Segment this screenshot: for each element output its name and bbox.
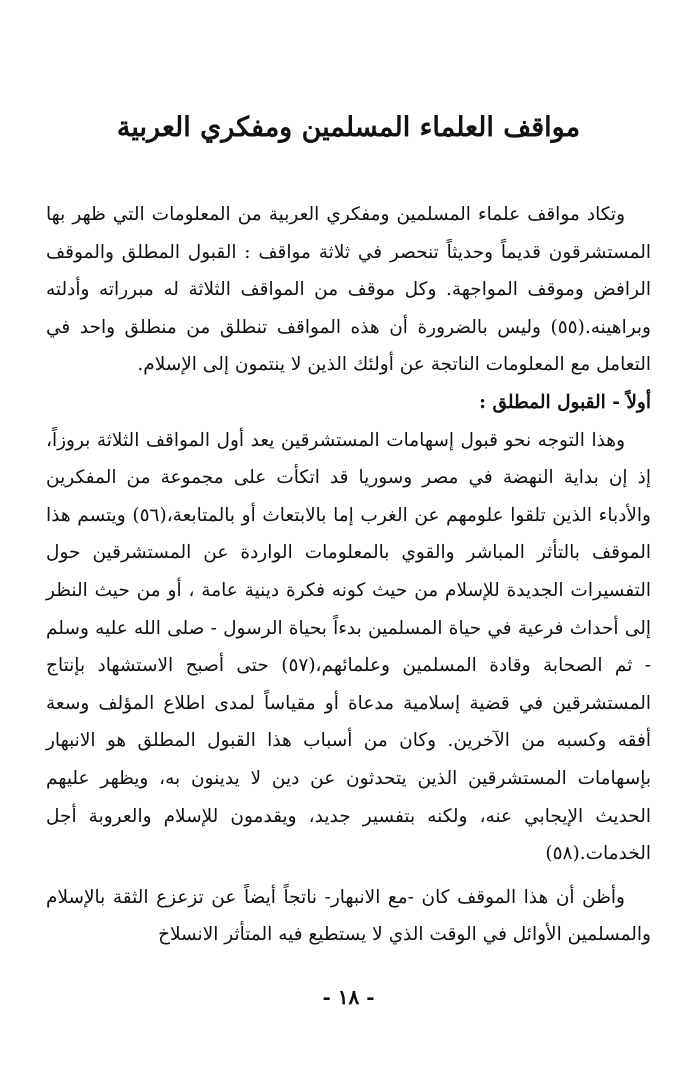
section-heading-title: أولاً - القبول المطلق: [492, 391, 651, 413]
section-heading-colon: :: [479, 391, 493, 413]
paragraph-continuation: وأظن أن هذا الموقف كان -مع الانبهار- ناتجاً أيضاً عن تزعزع الثقة بالإسلام والمسلمين الأوائل في الوقت الذي لا يستطيع فيه المتأثر الانسلاخ: [46, 886, 651, 946]
page-title: مواقف العلماء المسلمين ومفكري العربية: [116, 112, 581, 143]
paragraph-absolute-acceptance: وهذا التوجه نحو قبول إسهامات المستشرقين يعد أول المواقف الثلاثة بروزاً، إذ إن بداية النهضة في مصر وسوريا قد اتكأت على مجموعة من المفكرين والأدباء الذين تلقوا علومهم عن الغرب إما بالابتعاث أو بالمتابعة،(٥٦) ويتسم هذا الموقف بالتأثر المباشر والقوي بالمعلومات الواردة عن المستشرقين حول التفسيرات الجديدة للإسلام من حيث كونه فكرة دينية عامة ، أو من حيث النظر إلى أحداث فرعية في حياة المسلمين بدءاً بحياة الرسول - صلى الله عليه وسلم - ثم الصحابة وقادة المسلمين وعلمائهم،(٥٧) حتى أصبح الاستشهاد بإنتاج المستشرقين في قضية إسلامية مدعاة أو مقياساً لمدى اطلاع المؤلف وسعة أفقه وكسبه من الآخرين. وكان من أسباب هذا القبول المطلق هو الانبهار بإسهامات المستشرقين الذين يتحدثون عن دين لا يدينون به، ويظهر عليهم الحديث الإيجابي عنه، ولكنه بتفسير جديد، ويقدمون للإسلام والعروبة أجل الخدمات.(٥٨): [46, 429, 652, 865]
paragraph-intro: وتكاد مواقف علماء المسلمين ومفكري العربية من المعلومات التي ظهر بها المستشرقون قديماً وحديثاً تنحصر في ثلاثة مواقف : القبول المطلق والموقف الرافض وموقف المواجهة. وكل موقف من المواقف الثلاثة له مبرراته وأدلته وبراهينه.(٥٥) وليس بالضرورة أن هذه المواقف تنطلق من منطلق واحد في التعامل مع المعلومات الناتجة عن أولئك الذين لا ينتمون إلى الإسلام.: [46, 204, 651, 376]
book-page: [46, 0, 651, 1084]
body-text: [46, 196, 651, 954]
page-number: - ١٨ -: [322, 985, 375, 1009]
section-heading: [46, 384, 651, 422]
